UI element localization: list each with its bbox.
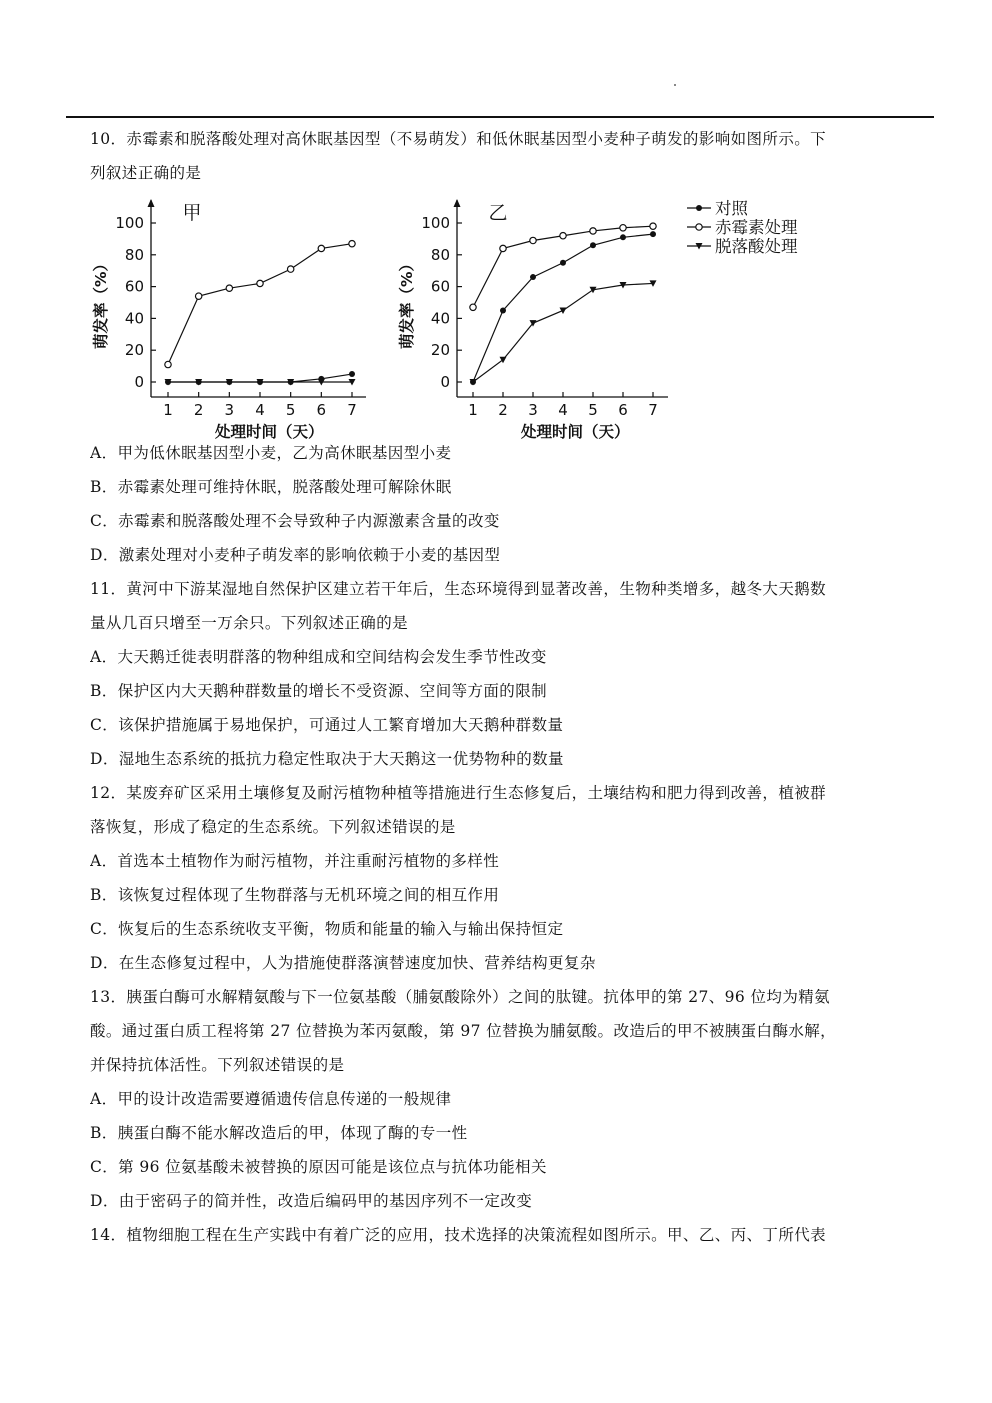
q13-option-c: C．第 96 位氨基酸未被替换的原因可能是该位点与抗体功能相关 [90,1158,547,1176]
chart1-y-tick-label-100: 100 [115,214,144,232]
chart2-series-1-point-2 [500,307,506,313]
q12-option-b: B．该恢复过程体现了生物群落与无机环境之间的相互作用 [90,886,500,904]
chart2-x-tick-label-4: 4 [558,401,568,419]
chart2-series-3-point-5 [590,287,597,294]
chart2-y-axis-arrow [454,199,461,207]
header-rule [66,116,934,118]
chart1-series-1-point-7 [349,371,355,377]
chart2-y-tick-label-40: 40 [430,309,450,328]
page-mark [674,84,676,86]
chart2-y-axis-label: 萌发率（%） [398,255,416,350]
chart2-series-2-point-6 [620,225,626,231]
q10-stem-line2: 列叙述正确的是 [90,164,202,182]
q13-option-a: A．甲的设计改造需要遵循遗传信息传递的一般规律 [90,1090,452,1108]
chart1-series-2-point-1 [165,361,171,367]
chart1-x-axis-label: 处理时间（天） [215,423,324,441]
chart1-y-tick-label-60: 60 [124,277,144,296]
chart2-series-1-point-6 [620,234,626,240]
chart1-x-tick-label-5: 5 [285,401,296,419]
chart2-x-tick-label-6: 6 [618,401,628,419]
chart2-series-3-line [473,283,653,382]
q10-figure [90,192,910,444]
chart2-y-tick-label-0: 0 [440,373,450,391]
chart2-x-axis-label: 处理时间（天） [521,423,630,441]
chart1-x-tick-label-3: 3 [224,401,235,419]
chart1-y-axis-arrow [148,199,155,207]
q12-stem-line2: 落恢复，形成了稳定的生态系统。下列叙述错误的是 [90,818,456,836]
chart2-series-1-point-7 [650,231,656,237]
q10-option-d: D．激素处理对小麦种子萌发率的影响依赖于小麦的基因型 [90,546,501,564]
chart2-series-2-point-7 [650,223,656,229]
chart1-series-2-point-4 [257,280,263,286]
chart2-title: 乙 [488,202,508,224]
q12-option-c: C．恢复后的生态系统收支平衡，物质和能量的输入与输出保持恒定 [90,920,564,938]
q13-option-b: B．胰蛋白酶不能水解改造后的甲，体现了酶的专一性 [90,1124,468,1142]
chart2-series-2-point-3 [530,237,536,243]
chart2-series-2-point-5 [590,228,596,234]
q10-option-a: A．甲为低休眠基因型小麦，乙为高休眠基因型小麦 [90,444,452,462]
chart2-y-tick-label-80: 80 [430,245,450,264]
chart2-x-tick-label-2: 2 [498,401,508,419]
chart2-x-tick-label-3: 3 [528,401,538,419]
q14-stem-line1: 14．植物细胞工程在生产实践中有着广泛的应用，技术选择的决策流程如图所示。甲、乙、丙、丁所代表 [90,1226,827,1244]
chart1-x-tick-label-7: 7 [347,401,357,419]
chart2-series-1-point-5 [590,242,596,248]
chart2-series-3-point-4 [560,307,567,314]
germination-charts [80,192,820,444]
q10-option-c: C．赤霉素和脱落酸处理不会导致种子内源激素含量的改变 [90,512,500,530]
chart1-series-2-point-6 [318,245,324,251]
chart2-series-2-point-4 [560,233,566,239]
chart2-x-tick-label-1: 1 [468,401,478,419]
legend-label-2: 赤霉素处理 [715,218,798,237]
q11-option-a: A．大天鹅迁徙表明群落的物种组成和空间结构会发生季节性改变 [90,648,547,666]
chart1-y-tick-label-20: 20 [124,341,144,360]
q13-stem-line3: 并保持抗体活性。下列叙述错误的是 [90,1056,345,1074]
chart1-y-axis-label: 萌发率（%） [92,255,110,350]
chart1-series-2-line [168,244,352,365]
chart2-series-1-point-4 [560,260,566,266]
chart2-y-tick-label-100: 100 [421,214,450,232]
chart1-x-tick-label-4: 4 [255,401,265,419]
chart1-x-tick-label-1: 1 [163,401,173,419]
chart1-y-tick-label-40: 40 [124,309,144,328]
chart1-title: 甲 [182,202,202,224]
chart1-x-tick-label-6: 6 [316,401,327,419]
legend-label-1: 对照 [715,199,748,218]
q11-option-c: C．该保护措施属于易地保护，可通过人工繁育增加大天鹅种群数量 [90,716,564,734]
chart2-x-tick-label-5: 5 [588,401,598,419]
chart2-x-tick-label-7: 7 [648,401,658,419]
q13-option-d: D．由于密码子的简并性，改造后编码甲的基因序列不一定改变 [90,1192,533,1210]
legend-marker-1 [696,205,702,211]
q10-stem-line1: 10．赤霉素和脱落酸处理对高休眠基因型（不易萌发）和低休眠基因型小麦种子萌发的影响如图所示。下 [90,130,827,148]
chart2-y-tick-label-60: 60 [430,277,450,296]
chart1-series-2-point-2 [195,293,201,299]
q12-stem-line1: 12．某废弃矿区采用土壤修复及耐污植物种植等措施进行生态修复后，土壤结构和肥力得到改善，植被群 [90,784,827,802]
legend-label-3: 脱落酸处理 [715,237,798,256]
chart1-x-tick-label-2: 2 [193,401,204,419]
q12-option-d: D．在生态修复过程中，人为措施使群落演替速度加快、营养结构更复杂 [90,954,596,972]
q13-stem-line2: 酸。通过蛋白质工程将第 27 位替换为苯丙氨酸，第 97 位替换为脯氨酸。改造后的甲不被胰蛋白酶水解， [90,1022,837,1040]
chart1-series-2-point-5 [287,266,293,272]
q11-option-d: D．湿地生态系统的抵抗力稳定性取决于大天鹅这一优势物种的数量 [90,750,564,768]
chart2-y-tick-label-20: 20 [430,341,450,360]
chart1-y-tick-label-0: 0 [134,373,144,391]
q10-option-b: B．赤霉素处理可维持休眠，脱落酸处理可解除休眠 [90,478,452,496]
q11-stem-line1: 11．黄河中下游某湿地自然保护区建立若干年后，生态环境得到显著改善，生物种类增多，越冬大天鹅数 [90,580,827,598]
q11-option-b: B．保护区内大天鹅种群数量的增长不受资源、空间等方面的限制 [90,682,547,700]
q11-stem-line2: 量从几百只增至一万余只。下列叙述正确的是 [90,614,409,632]
legend-marker-2 [696,224,702,230]
chart1-series-2-point-3 [226,285,232,291]
chart1-y-tick-label-80: 80 [124,245,144,264]
chart2-series-1-point-3 [530,274,536,280]
q13-stem-line1: 13．胰蛋白酶可水解精氨酸与下一位氨基酸（脯氨酸除外）之间的肽键。抗体甲的第 27、96 位均为精氨 [90,988,831,1006]
question-page [90,122,910,1252]
chart2-series-2-point-2 [500,245,506,251]
chart2-series-2-point-1 [470,304,476,310]
q12-option-a: A．首选本土植物作为耐污植物，并注重耐污植物的多样性 [90,852,500,870]
chart1-series-2-point-7 [349,240,355,246]
